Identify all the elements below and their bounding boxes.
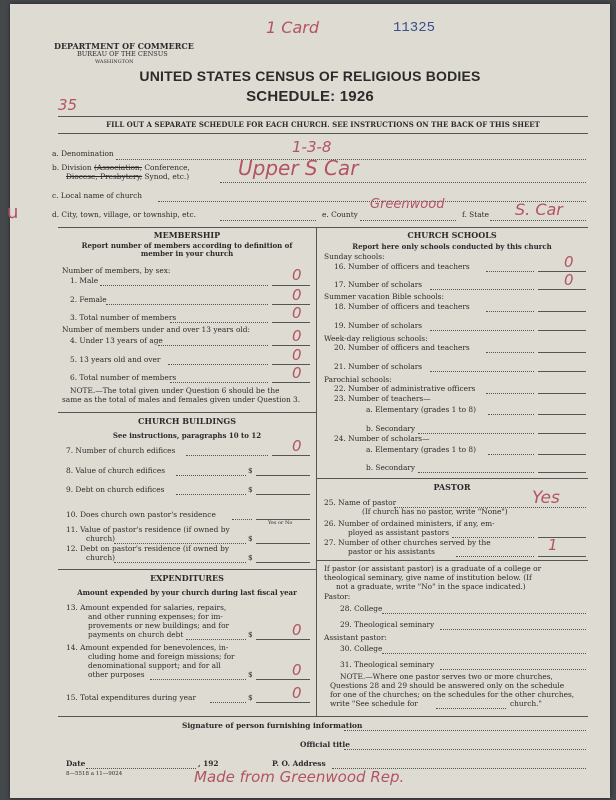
q1-label: 1. Male	[70, 276, 99, 285]
q13-dollar: $	[248, 630, 253, 639]
handwritten-note: Made from Greenwood Rep.	[194, 768, 405, 786]
q29-label: 29. Theological seminary	[340, 620, 435, 629]
page-note: 35	[58, 96, 78, 114]
q10-label: 10. Does church own pastor's residence	[66, 510, 216, 519]
division-value: Upper S Car	[238, 156, 359, 180]
q26-label: 26. Number of ordained ministers, if any, em-	[324, 519, 495, 528]
summer-label: Summer vacation Bible schools:	[324, 292, 444, 301]
county-label: e. County	[322, 210, 358, 219]
q14-value: 0	[292, 661, 302, 679]
q27-value: 1	[548, 536, 558, 554]
schools-intro: Report here only schools conducted by this church	[352, 242, 552, 251]
graduate-instruction: If pastor (or assistant pastor) is a graduate of a college or	[324, 564, 542, 573]
q11-label: 11. Value of pastor's residence (if owned by	[66, 525, 230, 534]
q14-dollar: $	[248, 670, 253, 679]
department: DEPARTMENT OF COMMERCE	[54, 41, 194, 51]
state-label: f. State	[462, 210, 489, 219]
q19-label: 19. Number of scholars	[334, 321, 423, 330]
membership-note: NOTE.—The total given under Question 6 should be the	[70, 386, 280, 395]
q15-label: 15. Total expenditures during year	[66, 693, 196, 702]
expenditures-sub: Amount expended by your church during last fiscal year	[77, 588, 297, 597]
q13-value: 0	[292, 621, 302, 639]
schedule-year: SCHEDULE: 1926	[246, 88, 374, 105]
q30-label: 30. College	[340, 644, 383, 653]
membership-sex-label: Number of members, by sex:	[62, 266, 171, 275]
q31-label: 31. Theological seminary	[340, 660, 435, 669]
pastor-label: Pastor:	[324, 592, 351, 601]
city: WASHINGTON	[95, 59, 134, 65]
q4-value: 0	[292, 327, 302, 345]
official-title-label: Official title	[300, 740, 350, 749]
q13-label-3: provements or new buildings; and for	[88, 621, 230, 630]
q2-value: 0	[292, 286, 302, 304]
yes-no-hint: Yes or No	[268, 520, 293, 526]
q7-label: 7. Number of church edifices	[66, 446, 176, 455]
schools-title: CHURCH SCHOOLS	[407, 230, 497, 240]
serial-number: 11325	[393, 20, 436, 36]
q2-label: 2. Female	[70, 295, 107, 304]
weekday-label: Week-day religious schools:	[324, 334, 428, 343]
signature-label: Signature of person furnishing information	[182, 721, 363, 730]
q27-label-2: pastor or his assistants	[348, 547, 435, 556]
pastor-note: NOTE.—Where one pastor serves two or more churches,	[340, 672, 553, 681]
q13-label-2: and other running expenses; for im-	[88, 612, 223, 621]
q5-value: 0	[292, 346, 302, 364]
q6-label: 6. Total number of members	[70, 373, 177, 382]
q12-dollar: $	[248, 553, 253, 562]
q17-value: 0	[564, 271, 574, 289]
sunday-label: Sunday schools:	[324, 252, 385, 261]
q16-value: 0	[564, 253, 574, 271]
q5-label: 5. 13 years old and over	[70, 355, 161, 364]
q12-label-2: church)	[86, 553, 115, 562]
pastor-note-3: for one of the churches; on the schedules for the other churches,	[330, 690, 575, 699]
q3-label: 3. Total number of members	[70, 313, 177, 322]
q7-value: 0	[292, 437, 302, 455]
q24-label: 24. Number of scholars—	[334, 434, 430, 443]
graduate-instruction-3: not a graduate, write "No" in the space indicated.)	[336, 582, 526, 591]
division-label: b. Division (Association, Conference,	[52, 163, 190, 172]
pastor-note-5: church."	[510, 699, 542, 708]
buildings-title: CHURCH BUILDINGS	[138, 416, 236, 426]
form-title: UNITED STATES CENSUS OF RELIGIOUS BODIES	[139, 68, 481, 84]
county-value: Greenwood	[370, 197, 445, 212]
city-label: d. City, town, village, or township, etc.	[52, 210, 197, 219]
q8-label: 8. Value of church edifices	[66, 466, 165, 475]
q13-label-4: payments on church debt	[88, 630, 184, 639]
membership-note-2: same as the total of males and females given under Question 3.	[62, 395, 301, 404]
census-schedule-sheet: 1 Card 11325 35 u DEPARTMENT OF COMMERCE BUREAU OF THE CENSUS WASHINGTON UNITED STATES CENSUS OF RELIGIOUS BODIES SCHEDULE: 1926 FILL OUT A SEPARATE SCHEDULE FOR EACH CHURCH. SEE INSTRUCTIONS ON THE BACK OF THIS SHEET a. Denomination 1-3-8 b. Division (Association, Conference, Diocese, Presbytery, Synod, etc.) Upper S Car c. Local name of church d. City, town, village, or township, etc. e. County Greenwood f. State S. Car MEMBERSHIP Report number of members according to definition of member in your church Number of members, by sex: 1. Male 0 2. Female 0 3. Total number of members 0 Number of members under and over 13 years old: 4. Under 13 years of age 0 5. 13 years old and over 0 6. Total number of members 0 NOTE.—The total given under Question 6 should be the same as the total of males and females given under Question 3. CHURCH BUILDINGS See instructions, paragraphs 10 to 12 7. Number of church edifices 0 8. Value of church edifices $ 9. Debt on church edifices $ 10. Does church own pastor's residence Yes or No 11. Value of pastor's residence (if owned by church) $ 12. Debt on pastor's residence (if owned by church) $ EXPENDITURES Amount expended by your church during last fiscal year 13. Amount expended for salaries, repairs, and other running expenses; for im- provements or new buildings; and for payments on church debt $ 0 14. Amount expended for benevolences, in- cluding home and foreign missions; for denominational support; and for all other purposes $ 0 15. Total expenditures during year $ 0 CHURCH SCHOOLS Report here only schools conducted by this church Sunday schools: 16. Number of officers and teachers 0 17. Number of scholars 0 Summer vacation Bible schools: 18. Number of officers and teachers 19. Number of scholars Week-day religious schools: 20. Number of officers and teachers 21. Number of scholars Parochial schools: 22. Number of administrative officers 23. Number of teachers— a. Elementary (grades 1 to 8) b. Secondary 24. Number of scholars— a. Elementary (grades 1 to 8) b. Secondary PASTOR 25. Name of pastor Yes (If church has no pastor, write "None") 26. Number of ordained ministers, if any, em- ployed as assistant pastors 27. Number of other churches served by the pastor or his assistants 1 If pastor (or assistant pastor) is a graduate of a college or theological seminary, give name of institution below. (If not a graduate, write "No" in the space indicated.) Pastor: 28. College 29. Theological seminary Assistant pastor: 30. College 31. Theological seminary NOTE.—Where one pastor serves two or more churches, Questions 28 and 29 should be answered only on the schedule for one of the churches; on the schedules for the other churches, write "See schedule for church." Signature of person furnishing information Official title Date , 192 P. O. Address 8—5518 a 11—9024 Made from Greenwood Rep.	[10, 4, 610, 798]
q14-label-3: denominational support; and for all	[88, 661, 221, 670]
q21-label: 21. Number of scholars	[334, 362, 423, 371]
denomination-label: a. Denomination	[52, 149, 114, 158]
q11-dollar: $	[248, 534, 253, 543]
po-address-label: P. O. Address	[272, 759, 326, 768]
q23-label: 23. Number of teachers—	[334, 394, 431, 403]
q16-label: 16. Number of officers and teachers	[334, 262, 470, 271]
q27-label: 27. Number of other churches served by the	[324, 538, 491, 547]
church-name-label: c. Local name of church	[52, 191, 142, 200]
q14-label-2: cluding home and foreign missions; for	[88, 652, 235, 661]
membership-intro: Report number of members according to definition of member in your church	[81, 241, 293, 259]
q25-value: Yes	[532, 488, 560, 508]
q14-label: 14. Amount expended for benevolences, in-	[66, 643, 229, 652]
q12-label: 12. Debt on pastor's residence (if owned by	[66, 544, 230, 553]
q26-label-2: ployed as assistant pastors	[348, 528, 450, 537]
membership-age-label: Number of members under and over 13 years old:	[62, 325, 250, 334]
bureau: BUREAU OF THE CENSUS	[77, 50, 168, 58]
margin-note: u	[7, 202, 19, 223]
q3-value: 0	[292, 304, 302, 322]
pastor-note-4: write "See schedule for	[330, 699, 418, 708]
date-year: , 192	[198, 759, 219, 768]
pastor-note-2: Questions 28 and 29 should be answered only on the schedule	[330, 681, 565, 690]
expenditures-title: EXPENDITURES	[150, 573, 224, 583]
state-value: S. Car	[515, 200, 563, 219]
denomination-value: 1-3-8	[292, 138, 332, 156]
assistant-label: Assistant pastor:	[324, 633, 387, 642]
buildings-sub: See instructions, paragraphs 10 to 12	[112, 431, 262, 440]
card-note: 1 Card	[266, 18, 319, 37]
q6-value: 0	[292, 364, 302, 382]
q15-value: 0	[292, 684, 302, 702]
q9-dollar: $	[248, 485, 253, 494]
q15-dollar: $	[248, 693, 253, 702]
q23b-label: b. Secondary	[366, 424, 416, 433]
q24a-label: a. Elementary (grades 1 to 8)	[366, 445, 477, 454]
q25-sub: (If church has no pastor, write "None")	[362, 507, 508, 516]
q28-label: 28. College	[340, 604, 383, 613]
pastor-title: PASTOR	[433, 482, 471, 492]
parochial-label: Parochial schools:	[324, 375, 392, 384]
date-label: Date	[66, 759, 86, 768]
q14-label-4: other purposes	[88, 670, 145, 679]
q20-label: 20. Number of officers and teachers	[334, 343, 470, 352]
q17-label: 17. Number of scholars	[334, 280, 423, 289]
q25-label: 25. Name of pastor	[324, 498, 397, 507]
graduate-instruction-2: theological seminary, give name of institution below. (If	[324, 573, 532, 582]
q24b-label: b. Secondary	[366, 463, 416, 472]
q1-value: 0	[292, 266, 302, 284]
q18-label: 18. Number of officers and teachers	[334, 302, 470, 311]
q22-label: 22. Number of administrative officers	[334, 384, 476, 393]
q11-label-2: church)	[86, 534, 115, 543]
membership-title: MEMBERSHIP	[153, 230, 221, 240]
q23a-label: a. Elementary (grades 1 to 8)	[366, 405, 477, 414]
q13-label: 13. Amount expended for salaries, repairs,	[66, 603, 227, 612]
form-number: 8—5518 a 11—9024	[66, 771, 123, 777]
q4-label: 4. Under 13 years of age	[70, 336, 163, 345]
q9-label: 9. Debt on church edifices	[66, 485, 165, 494]
instruction-line: FILL OUT A SEPARATE SCHEDULE FOR EACH CHURCH. SEE INSTRUCTIONS ON THE BACK OF THIS SHEET	[106, 120, 540, 129]
q8-dollar: $	[248, 466, 253, 475]
